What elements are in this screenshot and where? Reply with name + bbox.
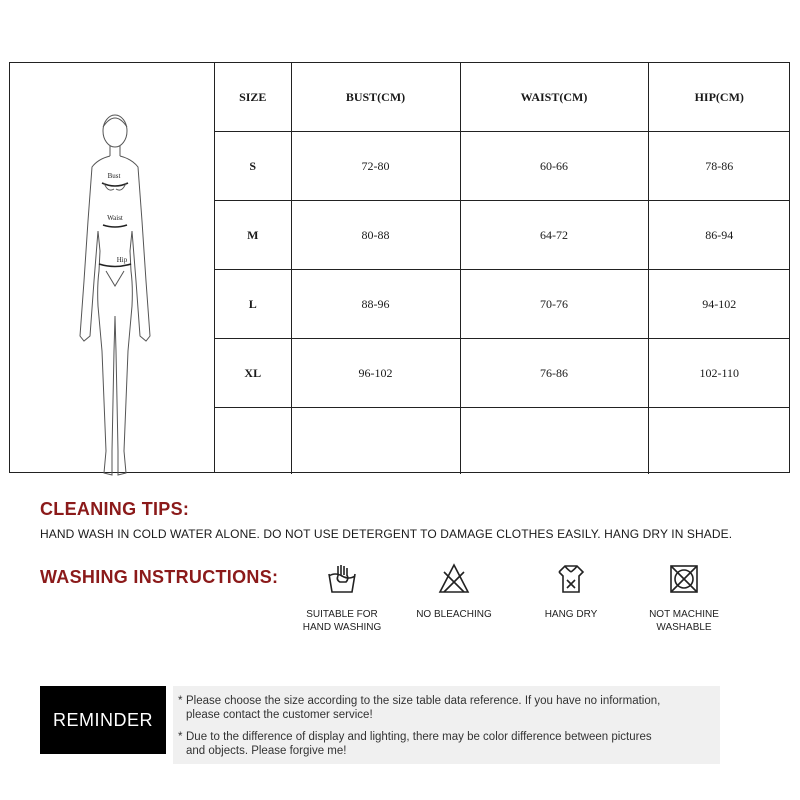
wash-label-line2: WASHABLE	[656, 622, 712, 633]
wash-item-hang-dry	[516, 562, 626, 621]
header-waist: WAIST(CM)	[460, 63, 648, 132]
size-cell: L	[215, 270, 291, 339]
reminder-note-line: and objects. Please forgive me!	[186, 745, 347, 757]
bust-label: Bust	[107, 172, 121, 180]
header-hip: HIP(CM)	[648, 63, 790, 132]
body-figure-cell	[10, 63, 215, 472]
wash-item-hand-wash	[287, 562, 397, 634]
size-cell	[215, 408, 291, 475]
bullet-marker: *	[178, 695, 183, 707]
wash-label-line1: SUITABLE FOR	[306, 609, 378, 620]
size-cell: M	[215, 201, 291, 270]
reminder-note-1	[178, 694, 726, 722]
wash-item-no-machine-wash	[629, 562, 739, 634]
reminder-note-line: Please choose the size according to the size table data reference. If you have no information,	[186, 695, 661, 707]
table-row	[215, 339, 790, 408]
no-machine-wash-icon	[668, 562, 700, 596]
wash-label-line1: NOT MACHINE	[649, 609, 719, 620]
table-row	[215, 201, 790, 270]
size-cell: S	[215, 132, 291, 201]
waist-label: Waist	[107, 214, 123, 222]
waist-cell: 70-76	[460, 270, 648, 339]
table-row	[215, 132, 790, 201]
size-cell: XL	[215, 339, 291, 408]
body-measurement-figure-icon	[70, 101, 160, 496]
hip-label: Hip	[116, 256, 128, 264]
hip-cell: 102-110	[648, 339, 790, 408]
hip-cell	[648, 408, 790, 475]
hip-cell: 86-94	[648, 201, 790, 270]
hang-dry-icon	[555, 562, 587, 596]
table-row	[215, 270, 790, 339]
cleaning-tips-title: CLEANING TIPS:	[40, 499, 190, 519]
reminder-note-line: Due to the difference of display and lighting, there may be color difference between pictures	[186, 731, 652, 743]
hip-cell: 94-102	[648, 270, 790, 339]
bust-cell: 80-88	[291, 201, 460, 270]
wash-label-line2: HAND WASHING	[302, 622, 382, 633]
waist-cell	[460, 408, 648, 475]
bust-cell	[291, 408, 460, 475]
waist-cell: 60-66	[460, 132, 648, 201]
bullet-marker: *	[178, 731, 183, 743]
size-table	[215, 63, 790, 474]
wash-label-line1: NO BLEACHING	[416, 609, 492, 620]
hip-cell: 78-86	[648, 132, 790, 201]
no-bleach-icon	[438, 562, 470, 596]
size-table-header	[215, 63, 790, 132]
bust-cell: 72-80	[291, 132, 460, 201]
waist-cell: 76-86	[460, 339, 648, 408]
reminder-note-2	[178, 730, 726, 758]
reminder-note-line: please contact the customer service!	[186, 709, 373, 721]
wash-label-line1: HANG DRY	[544, 609, 598, 620]
table-row-empty	[215, 408, 790, 475]
header-size: SIZE	[215, 63, 291, 132]
washing-instructions-title: WASHING INSTRUCTIONS:	[40, 567, 279, 587]
bust-cell: 88-96	[291, 270, 460, 339]
header-bust: BUST(CM)	[291, 63, 460, 132]
size-chart	[9, 62, 790, 473]
waist-cell: 64-72	[460, 201, 648, 270]
hand-wash-icon	[326, 562, 358, 596]
bust-cell: 96-102	[291, 339, 460, 408]
reminder-label: REMINDER	[40, 686, 166, 754]
cleaning-tips-text: HAND WASH IN COLD WATER ALONE. DO NOT USE DETERGENT TO DAMAGE CLOTHES EASILY. HANG DRY IN SHADE.	[40, 527, 733, 541]
wash-item-no-bleach	[399, 562, 509, 621]
